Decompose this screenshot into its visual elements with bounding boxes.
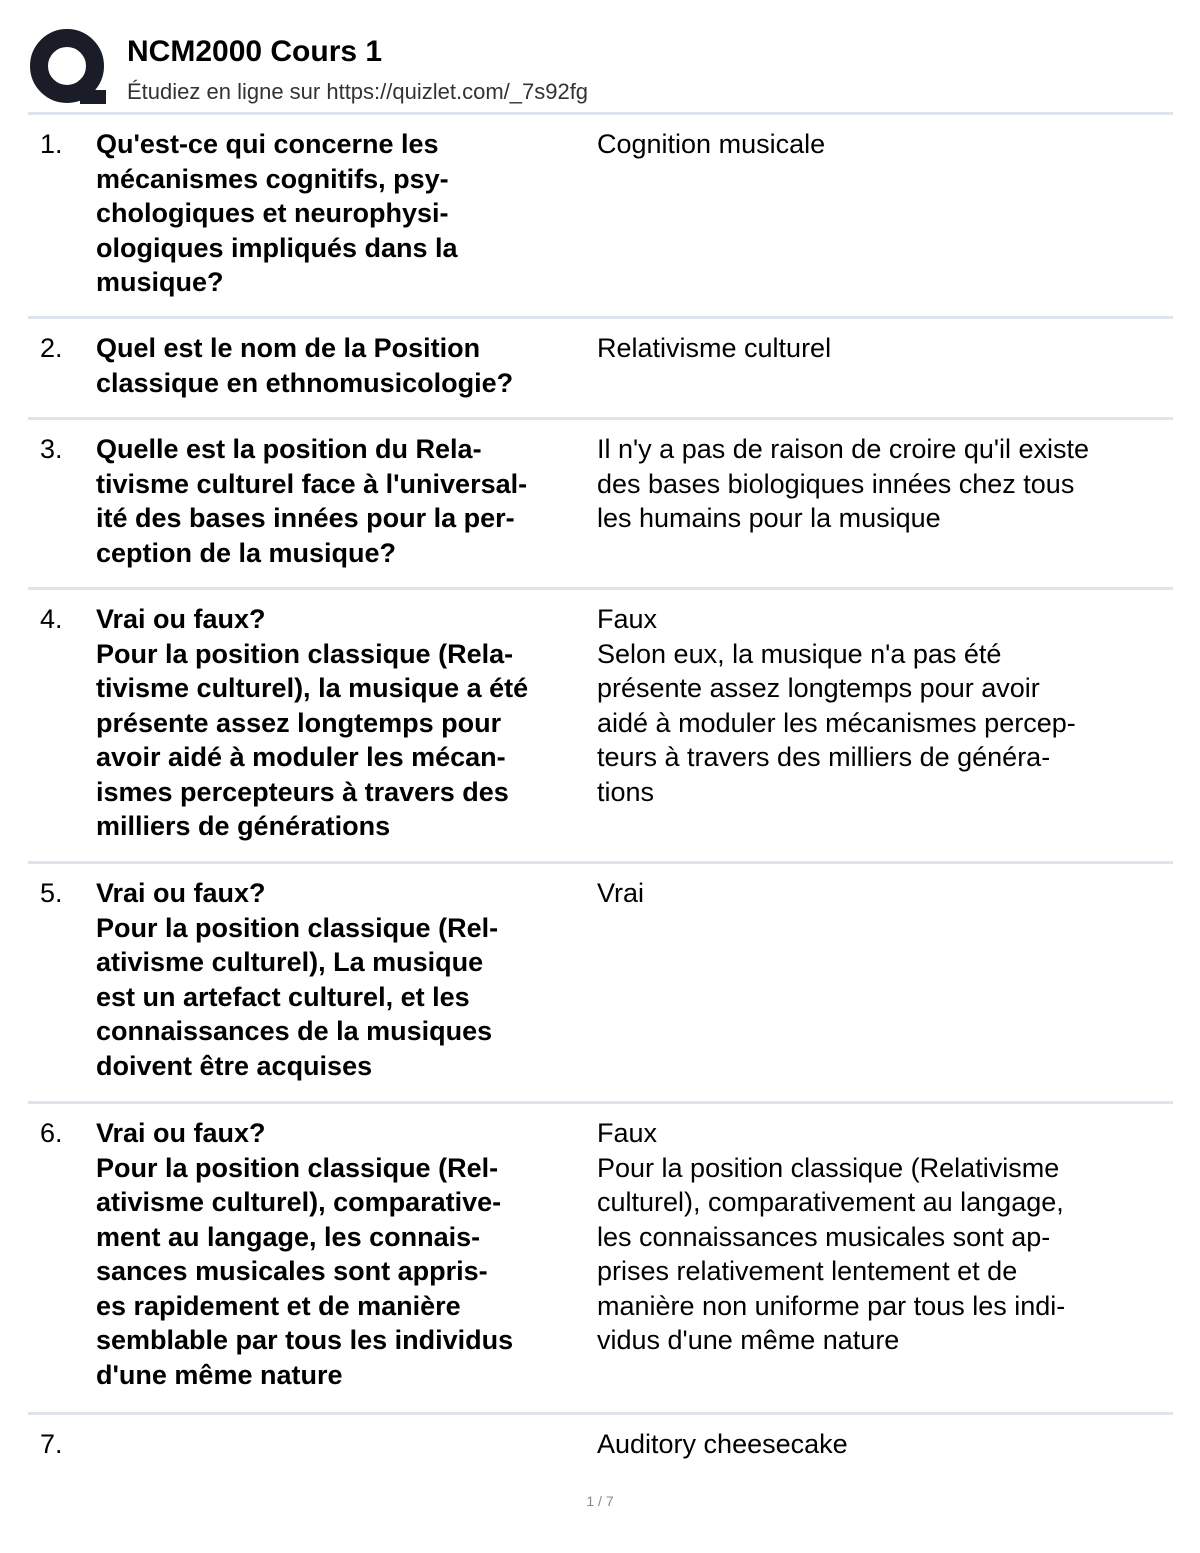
quizlet-logo-icon bbox=[28, 28, 110, 108]
card-definition bbox=[597, 602, 1167, 809]
definition-line: les connaissances musicales sont ap- bbox=[597, 1221, 1051, 1252]
flashcard bbox=[28, 316, 1173, 417]
card-definition bbox=[597, 127, 1167, 162]
term-line: es rapidement et de manière bbox=[96, 1290, 461, 1321]
term-line: Pour la position classique (Rel- bbox=[96, 1152, 499, 1183]
card-definition bbox=[597, 876, 1167, 911]
flashcard-list bbox=[28, 112, 1173, 1485]
flashcard bbox=[28, 1101, 1173, 1412]
term-line: Pour la position classique (Rel- bbox=[96, 912, 499, 943]
term-line: Vrai ou faux? bbox=[96, 1118, 266, 1148]
definition-line: Auditory cheesecake bbox=[597, 1429, 848, 1459]
card-term bbox=[96, 876, 591, 1083]
flashcard bbox=[28, 417, 1173, 587]
term-line: Vrai ou faux? bbox=[96, 878, 266, 908]
definition-line: tions bbox=[597, 776, 655, 807]
term-line: Quel est le nom de la Position bbox=[96, 333, 481, 363]
term-line: doivent être acquises bbox=[96, 1050, 373, 1081]
term-line: ativisme culturel), comparative- bbox=[96, 1187, 502, 1217]
term-line: présente assez longtemps pour bbox=[96, 707, 502, 738]
definition-line: des bases biologiques innées chez tous bbox=[597, 468, 1075, 499]
term-line: chologiques et neurophysi- bbox=[96, 198, 449, 228]
card-definition bbox=[597, 1427, 1167, 1462]
card-number: 7. bbox=[40, 1429, 63, 1459]
term-line: ismes percepteurs à travers des bbox=[96, 776, 509, 807]
term-line: Pour la position classique (Rela- bbox=[96, 638, 514, 669]
card-term bbox=[96, 127, 591, 300]
flashcard bbox=[28, 112, 1173, 316]
term-line: classique en ethnomusicologie? bbox=[96, 367, 514, 398]
term-line: sances musicales sont appris- bbox=[96, 1256, 488, 1286]
term-line: ologiques impliqués dans la bbox=[96, 232, 458, 263]
definition-line: culturel), comparativement au langage, bbox=[597, 1187, 1064, 1217]
card-term bbox=[96, 1116, 591, 1392]
term-line: avoir aidé à moduler les mécan- bbox=[96, 742, 506, 772]
definition-line: prises relativement lentement et de bbox=[597, 1256, 1018, 1286]
card-term bbox=[96, 602, 591, 844]
term-line: est un artefact culturel, et les bbox=[96, 981, 470, 1012]
flashcard bbox=[28, 1412, 1173, 1485]
card-definition bbox=[597, 1116, 1167, 1358]
card-term bbox=[96, 432, 591, 570]
definition-line: vidus d'une même nature bbox=[597, 1325, 900, 1355]
card-number: 1. bbox=[40, 129, 63, 159]
page-number: 1 / 7 bbox=[586, 1493, 614, 1509]
card-number: 6. bbox=[40, 1118, 63, 1148]
definition-line: manière non uniforme par tous les indi- bbox=[597, 1290, 1066, 1321]
definition-line: Faux bbox=[597, 1118, 658, 1148]
definition-line: teurs à travers des milliers de généra- bbox=[597, 742, 1051, 772]
page-header bbox=[0, 0, 1200, 112]
term-line: tivisme culturel), la musique a été bbox=[96, 673, 529, 703]
term-line: Qu'est-ce qui concerne les bbox=[96, 129, 439, 159]
term-line: connaissances de la musiques bbox=[96, 1016, 493, 1046]
flashcard bbox=[28, 587, 1173, 861]
card-number: 5. bbox=[40, 878, 63, 908]
definition-line: aidé à moduler les mécanismes percep- bbox=[597, 707, 1076, 738]
definition-line: Il n'y a pas de raison de croire qu'il existe bbox=[597, 434, 1090, 464]
term-line: milliers de générations bbox=[96, 811, 391, 841]
flashcard bbox=[28, 861, 1173, 1101]
definition-line: Cognition musicale bbox=[597, 129, 826, 159]
term-line: ception de la musique? bbox=[96, 537, 397, 568]
card-term bbox=[96, 331, 591, 400]
term-line: ité des bases innées pour la per- bbox=[96, 503, 515, 533]
card-number: 4. bbox=[40, 604, 63, 634]
term-line: tivisme culturel face à l'universal- bbox=[96, 468, 528, 499]
term-line: Quelle est la position du Rela- bbox=[96, 434, 482, 464]
card-definition bbox=[597, 432, 1167, 536]
term-line: ativisme culturel), La musique bbox=[96, 947, 484, 977]
definition-line: Faux bbox=[597, 604, 658, 634]
term-line: ment au langage, les connais- bbox=[96, 1221, 481, 1252]
definition-line: Vrai bbox=[597, 878, 645, 908]
definition-line: présente assez longtemps pour avoir bbox=[597, 673, 1040, 703]
term-line: mécanismes cognitifs, psy- bbox=[96, 163, 449, 194]
term-line: d'une même nature bbox=[96, 1359, 343, 1390]
page-subtitle: Étudiez en ligne sur https://quizlet.com/_7s92fg bbox=[127, 79, 589, 104]
term-line: Vrai ou faux? bbox=[96, 604, 266, 634]
term-line: semblable par tous les individus bbox=[96, 1325, 514, 1355]
definition-line: les humains pour la musique bbox=[597, 503, 941, 533]
definition-line: Relativisme culturel bbox=[597, 333, 832, 363]
definition-line: Pour la position classique (Relativisme bbox=[597, 1152, 1060, 1183]
card-number: 3. bbox=[40, 434, 63, 464]
page-title: NCM2000 Cours 1 bbox=[127, 35, 383, 68]
definition-line: Selon eux, la musique n'a pas été bbox=[597, 638, 1002, 669]
card-number: 2. bbox=[40, 333, 63, 363]
term-line: musique? bbox=[96, 267, 224, 297]
card-definition bbox=[597, 331, 1167, 366]
